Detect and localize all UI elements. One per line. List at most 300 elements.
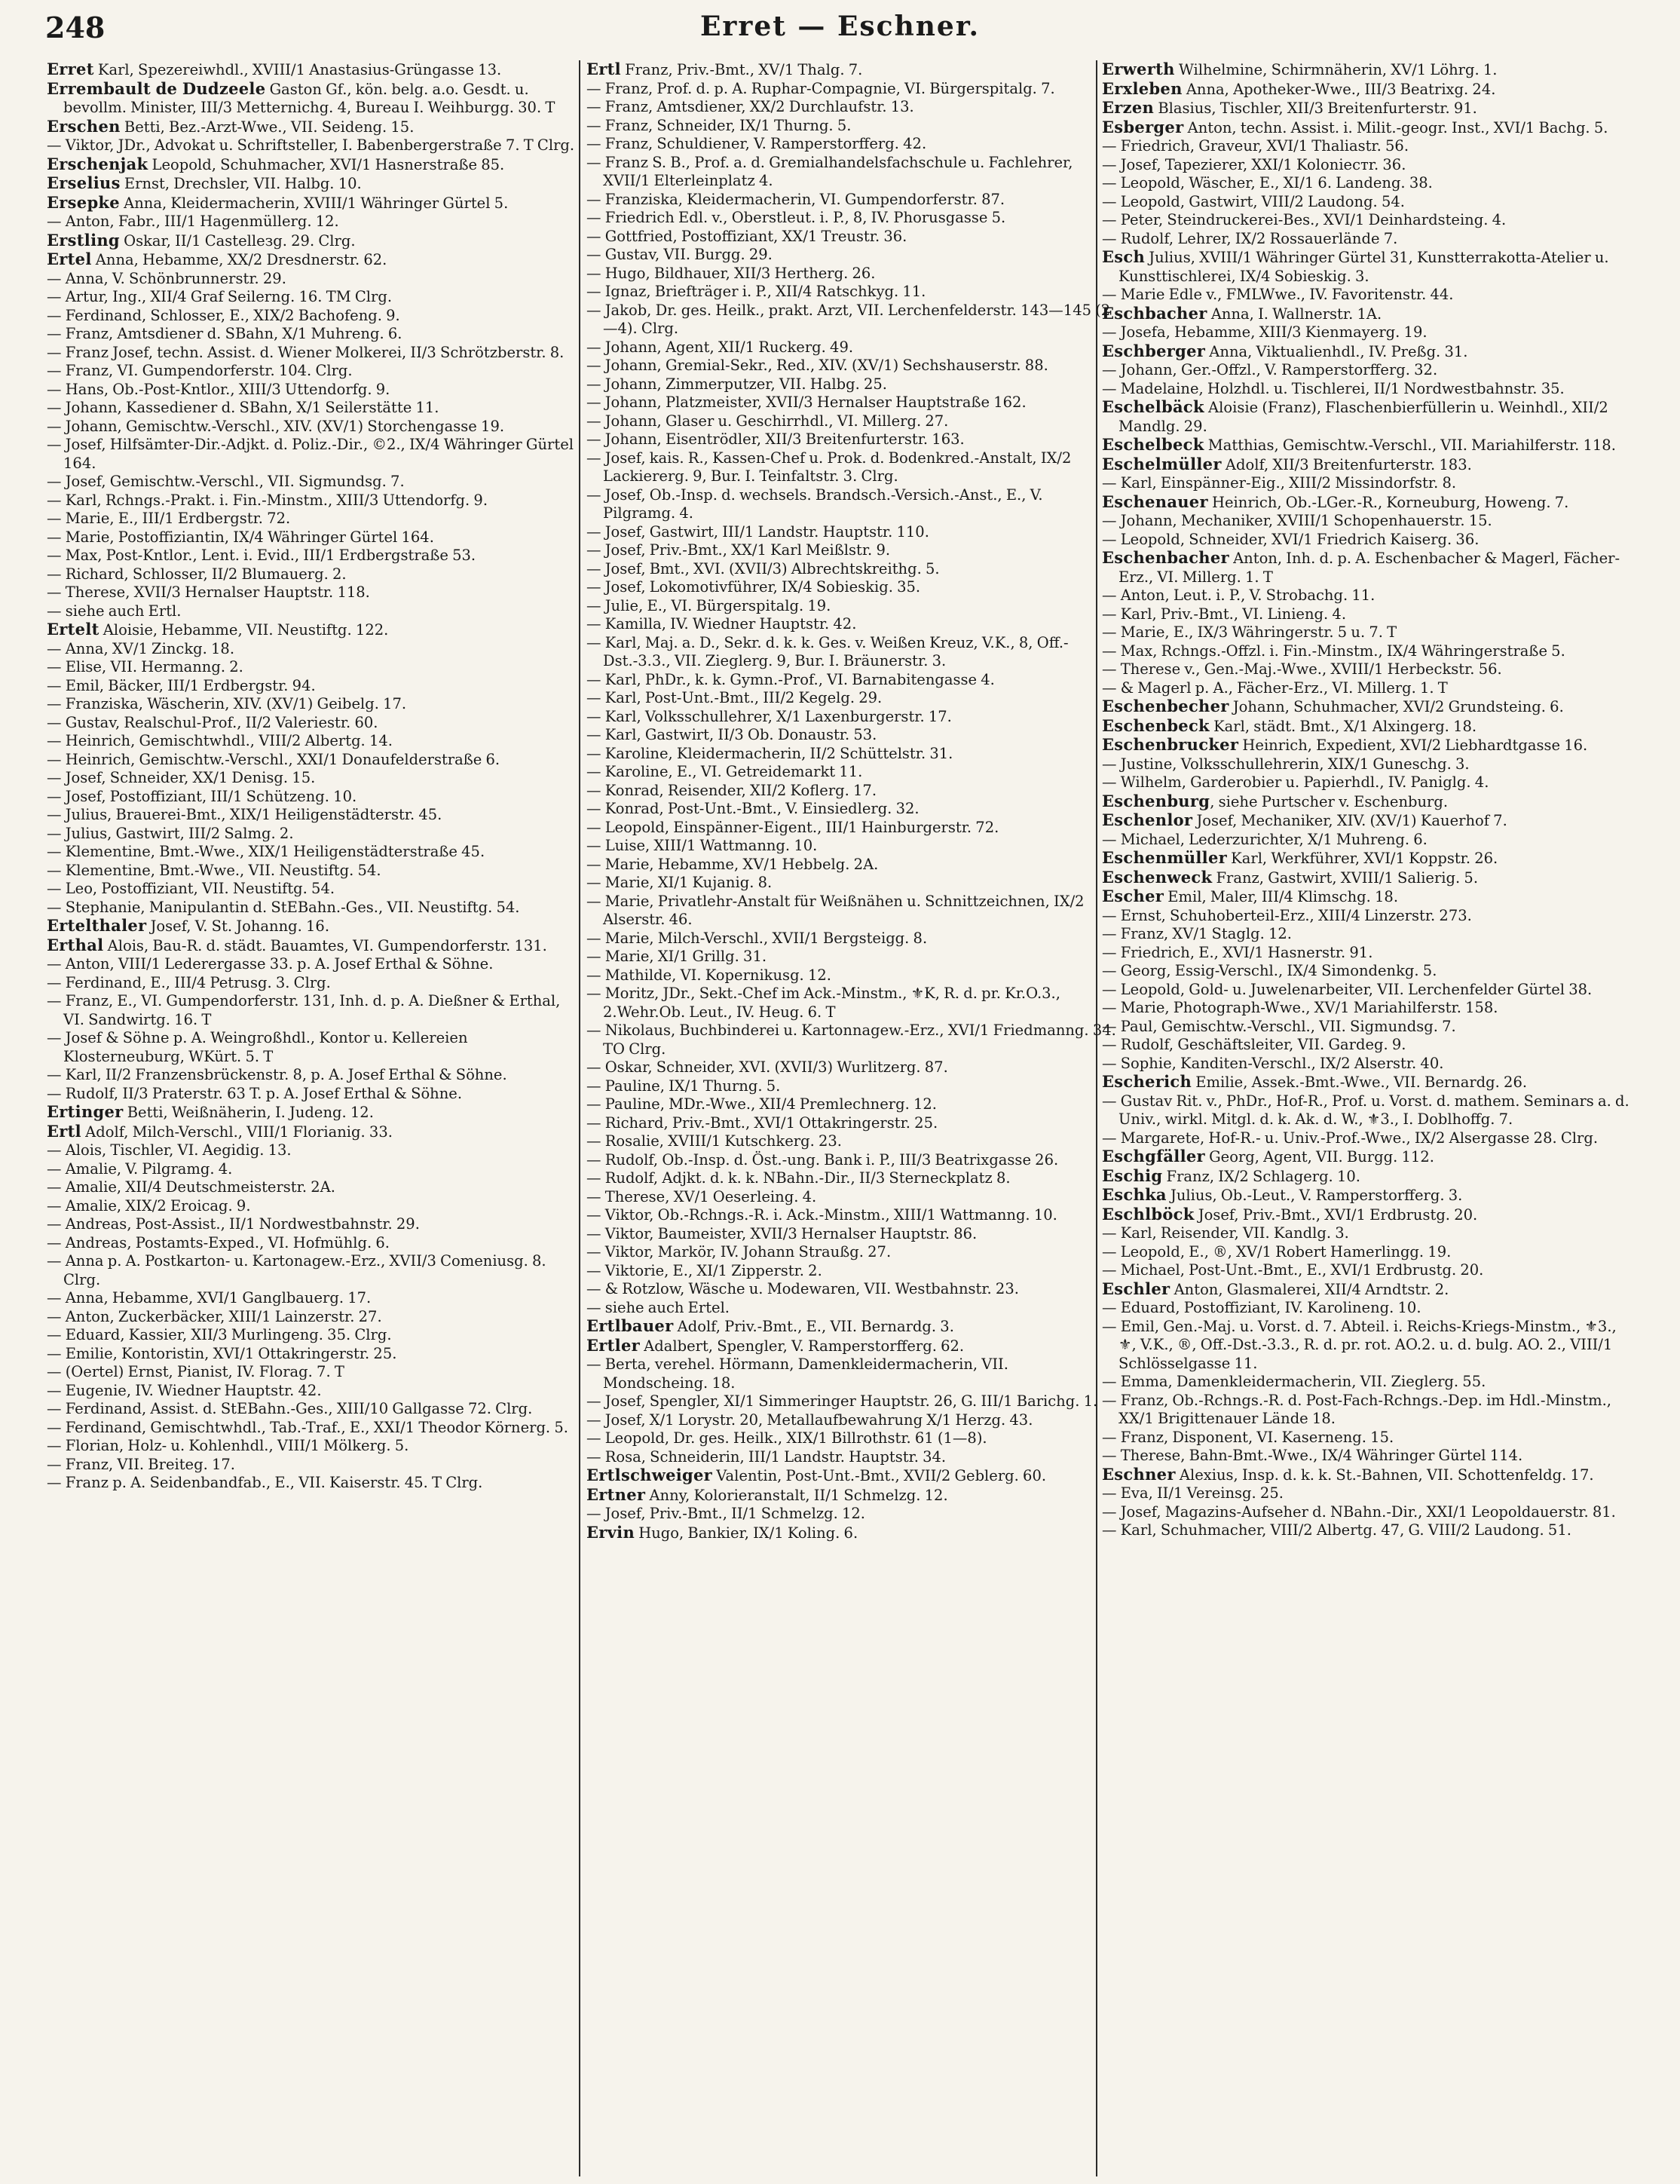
- entry-text: — Richard, Priv.-Bmt., XVI/1 Ottakringerstr. 25.: [586, 1113, 938, 1132]
- entry-text: Josef, Priv.-Bmt., XVI/1 Erdbrustg. 20.: [1194, 1205, 1478, 1224]
- directory-entry: [1102, 60, 1636, 80]
- directory-entry: [1102, 831, 1636, 850]
- directory-entry: [586, 98, 1117, 117]
- directory-entry: [1102, 1373, 1636, 1392]
- directory-entry: [586, 578, 1117, 597]
- entry-text: — Franz, Amtsdiener, XX/2 Durchlaufstr. 13.: [586, 98, 914, 115]
- directory-entry: [47, 155, 577, 175]
- directory-entry: [1102, 342, 1636, 362]
- entry-text: — Mathilde, VI. Kopernikusg. 12.: [586, 966, 831, 984]
- directory-entry: [47, 213, 577, 231]
- entry-text: — Franz, Amtsdiener d. SBahn, X/1 Muhreng. 6.: [47, 325, 402, 342]
- directory-entry: [586, 1280, 1117, 1299]
- directory-entry: [586, 1095, 1117, 1114]
- directory-entry: [47, 547, 577, 565]
- directory-entry: [47, 174, 577, 194]
- entry-text: — Marie, Hebamme, XV/1 Hebbelg. 2A.: [586, 855, 879, 873]
- entry-surname: Eschberger: [1102, 341, 1206, 360]
- entry-surname: Eschenweck: [1102, 867, 1213, 887]
- directory-entry: [586, 375, 1117, 394]
- directory-entry: [586, 819, 1117, 838]
- entry-text: — Rudolf, II/3 Praterstr. 63 T. p. A. Josef Erthal & Söhne.: [47, 1084, 463, 1102]
- entry-text: — Amalie, XII/4 Deutschmeisterstr. 2A.: [47, 1178, 335, 1196]
- entry-text: Anna, Kleidermacherin, XVIII/1 Währinger Gürtel 5.: [119, 194, 509, 212]
- directory-entry: [47, 1178, 577, 1197]
- directory-entry: [1102, 248, 1636, 286]
- entry-text: — Madelaine, Holzhdl. u. Tischlerei, II/1 Nordwestbahnstr. 35.: [1102, 379, 1565, 397]
- directory-entry: [586, 1337, 1117, 1356]
- entry-text: — Eduard, Kassier, XII/3 Murlingeng. 35. Clrg.: [47, 1326, 392, 1343]
- entry-text: — Karoline, Kleidermacherin, II/2 Schüttelstr. 31.: [586, 744, 953, 762]
- directory-entry: [1102, 1503, 1636, 1522]
- directory-entry: [47, 1382, 577, 1401]
- directory-entry: [586, 726, 1117, 745]
- entry-text: — Karl, Rchngs.-Prakt. i. Fin.-Minstm., XIII/3 Uttendorfg. 9.: [47, 491, 488, 509]
- directory-entry: [586, 135, 1117, 154]
- entry-text: — Florian, Holz- u. Kohlenhdl., VIII/1 Mölkerg. 5.: [47, 1437, 409, 1454]
- directory-entry: [47, 658, 577, 677]
- directory-entry: [1102, 1224, 1636, 1243]
- directory-entry: [47, 695, 577, 714]
- entry-text: Adolf, Priv.-Bmt., E., VII. Bernardg. 3.: [673, 1318, 954, 1335]
- entry-text: Emilie, Assek.-Bmt.-Wwe., VII. Bernardg. 26.: [1192, 1074, 1528, 1091]
- directory-entry: [47, 194, 577, 213]
- directory-entry: [47, 1215, 577, 1234]
- entry-text: — Marie, Privatlehr-Anstalt für Weißnähen u. Schnittzeichnen, IX/2 Alserstr. 46.: [586, 892, 1085, 928]
- entry-text: — Franz, Prof. d. p. A. Ruphar-Compagnie, VI. Bürgerspitalg. 7.: [586, 79, 1055, 97]
- entry-text: — Luise, XIII/1 Wattmanng. 10.: [586, 837, 818, 854]
- directory-entry: [1102, 174, 1636, 193]
- entry-text: Betti, Weißnäherin, I. Judeng. 12.: [123, 1104, 374, 1121]
- entry-text: — Viktor, Baumeister, XVII/3 Hernalser Hauptstr. 86.: [586, 1224, 978, 1242]
- entry-text: — Heinrich, Gemischtw.-Verschl., XXI/1 Donaufelderstraße 6.: [47, 750, 500, 768]
- entry-text: — Viktor, Ob.-Rchngs.-R. i. Ack.-Minstm., XIII/1 Wattmanng. 10.: [586, 1206, 1057, 1224]
- directory-entry: [47, 936, 577, 956]
- directory-entry: [586, 302, 1117, 338]
- entry-text: — siehe auch Ertl.: [47, 602, 182, 620]
- directory-entry: [1102, 230, 1636, 249]
- entry-text: — Josef, kais. R., Kassen-Chef u. Prok. d. Bodenkred.-Anstalt, IX/2 Lackiererg. 9, Bur. I. Teinfaltstr. 3. Clrg.: [586, 449, 1072, 485]
- entry-text: — Therese, XV/1 Oeserleing. 4.: [586, 1187, 817, 1205]
- entry-surname: Ertinger: [47, 1102, 124, 1121]
- entry-text: — Leo, Postoffiziant, VII. Neustiftg. 54.: [47, 880, 335, 897]
- directory-entry: [1102, 907, 1636, 926]
- entry-text: — Gustav, Realschul-Prof., II/2 Valeriestr. 60.: [47, 713, 378, 731]
- directory-entry: [1102, 1167, 1636, 1187]
- directory-entry: [1102, 736, 1636, 755]
- directory-entry: [1102, 1186, 1636, 1205]
- entry-text: — Rosa, Schneiderin, III/1 Landstr. Hauptstr. 34.: [586, 1447, 947, 1466]
- directory-entry: [47, 1308, 577, 1327]
- directory-entry: [47, 344, 577, 363]
- entry-text: — Josef, Spengler, XI/1 Simmeringer Hauptstr. 26, G. III/1 Barichg. 1.: [586, 1392, 1098, 1410]
- directory-entry: [47, 1234, 577, 1253]
- entry-text: Heinrich, Expedient, XVI/2 Liebhardtgasse 16.: [1238, 737, 1588, 754]
- entry-surname: Erret: [47, 60, 94, 78]
- entry-surname: Eschenmüller: [1102, 848, 1227, 867]
- directory-entry: [47, 862, 577, 881]
- directory-entry: [47, 1345, 577, 1364]
- entry-text: — & Magerl p. A., Fächer-Erz., VI. Millerg. 1. T: [1102, 678, 1448, 697]
- entry-text: — Marie, Photograph-Wwe., XV/1 Mariahilferstr. 158.: [1102, 999, 1498, 1016]
- directory-entry: [47, 584, 577, 602]
- directory-entry: [586, 1058, 1117, 1077]
- entry-surname: Ertlschweiger: [586, 1466, 713, 1484]
- entry-text: — Eugenie, IV. Wiedner Hauptstr. 42.: [47, 1381, 322, 1399]
- entry-text: — Klementine, Bmt.-Wwe., XIX/1 Heiligenstädterstraße 45.: [47, 843, 485, 860]
- directory-entry: [586, 1355, 1117, 1392]
- entry-surname: Eschenbeck: [1102, 715, 1210, 735]
- directory-entry: [47, 510, 577, 528]
- entry-text: Anna, Hebamme, XX/2 Dresdnerstr. 62.: [91, 251, 387, 268]
- directory-entry: [1102, 436, 1636, 455]
- directory-entry: [47, 1419, 577, 1438]
- entry-surname: Erstling: [47, 230, 120, 250]
- entry-text: — Anna, Hebamme, XVI/1 Ganglbauerg. 17.: [47, 1289, 372, 1306]
- entry-text: — Emil, Bäcker, III/1 Erdbergstr. 94.: [47, 676, 316, 694]
- directory-entry: [586, 1317, 1117, 1337]
- entry-text: — Marie Edle v., FMLWwe., IV. Favoritenstr. 44.: [1102, 286, 1454, 303]
- entry-text: — Emil, Gen.-Maj. u. Vorst. d. 7. Abteil. i. Reichs-Kriegs-Minstm., ⚜3., ⚜, V.K., ®, Off.-Dst.-3.3., R. d. pr. rot. AO.2. u. d. bulg. AO. 2., VIII/1 Schlösselgasse 11.: [1102, 1317, 1617, 1372]
- entry-text: Karl, Spezereiwhdl., XVIII/1 Anastasius-Grüngasse 13.: [93, 61, 502, 78]
- entry-text: — Franz, Ob.-Rchngs.-R. d. Post-Fach-Rchngs.-Dep. im Hdl.-Minstm., XX/1 Brigittenauer Lände 18.: [1102, 1391, 1612, 1427]
- directory-entry: [47, 1326, 577, 1345]
- entry-text: Matthias, Gemischtw.-Verschl., VII. Mariahilferstr. 118.: [1204, 436, 1616, 454]
- entry-text: — Josef, Schneider, XX/1 Denisg. 15.: [47, 769, 316, 786]
- directory-entry: [1102, 887, 1636, 907]
- entry-surname: Eschenbacher: [1102, 548, 1229, 567]
- directory-entry: [586, 1262, 1117, 1281]
- directory-entry: [1102, 811, 1636, 831]
- entry-text: — Viktor, Markör, IV. Johann Straußg. 27.: [586, 1243, 892, 1260]
- entry-text: Hugo, Bankier, IX/1 Koling. 6.: [635, 1524, 858, 1542]
- directory-entry: [47, 620, 577, 640]
- entry-text: — Josef, Gastwirt, III/1 Landstr. Hauptstr. 110.: [586, 522, 929, 541]
- entry-surname: Eschig: [1102, 1166, 1163, 1185]
- entry-surname: Eschgfäller: [1102, 1147, 1205, 1166]
- entry-surname: Eschka: [1102, 1185, 1167, 1204]
- directory-entry: [1102, 679, 1636, 698]
- entry-text: — Pauline, IX/1 Thurng. 5.: [586, 1077, 781, 1095]
- entry-text: — Franz S. B., Prof. a. d. Gremialhandelsfachschule u. Fachlehrer, XVII/1 Elterleinplatz 4.: [586, 153, 1073, 189]
- entry-text: Josef, V. St. Johanng. 16.: [146, 917, 330, 935]
- entry-text: — Josef, Tapezierer, XXI/1 Kolonieстr. 36.: [1102, 155, 1406, 173]
- entry-text: — Karl, Maj. a. D., Sekr. d. k. k. Ges. v. Weißen Kreuz, V.K., 8, Off.-Dst.-3.3., VII. Zieglerg. 9, Bur. I. Bräunerstr. 3.: [586, 633, 1069, 669]
- entry-text: — Anton, Zuckerbäcker, XIII/1 Lainzerstr. 27.: [47, 1307, 382, 1325]
- directory-entry: [1102, 962, 1636, 981]
- directory-entry: [586, 430, 1117, 449]
- directory-entry: [1102, 1092, 1636, 1129]
- entry-text: — Ferdinand, E., III/4 Petrusg. 3. Clrg.: [47, 973, 331, 991]
- directory-entry: [47, 288, 577, 307]
- directory-entry: [1102, 305, 1636, 324]
- entry-text: — Anna, V. Schönbrunnerstr. 29.: [47, 269, 286, 287]
- entry-surname: Ertler: [586, 1335, 640, 1355]
- entry-text: — Johann, Agent, XII/1 Ruckerg. 49.: [586, 338, 854, 356]
- entry-text: Franz, Gastwirt, XVIII/1 Salierig. 5.: [1212, 868, 1479, 887]
- entry-surname: Ertel: [47, 250, 92, 268]
- directory-entry: [586, 1077, 1117, 1096]
- entry-surname: Eschelmüller: [1102, 454, 1222, 473]
- directory-entry: [47, 1400, 577, 1419]
- directory-entry: [1102, 137, 1636, 156]
- entry-text: — Ernst, Schuhoberteil-Erz., XIII/4 Linzerstr. 273.: [1102, 906, 1472, 924]
- entry-text: — Karl, Post-Unt.-Bmt., III/2 Kegelg. 29.: [586, 689, 883, 706]
- directory-entry: [47, 307, 577, 326]
- entry-text: — Josef, Lokomotivführer, IX/4 Sobieskig. 35.: [586, 578, 921, 596]
- directory-entry: [586, 60, 1117, 80]
- directory-entry: [1102, 474, 1636, 493]
- entry-text: Anton, techn. Assist. i. Milit.-geogr. Inst., XVI/1 Bachg. 5.: [1183, 118, 1608, 136]
- entry-surname: Eschelbäck: [1102, 397, 1204, 416]
- entry-text: — Michael, Post-Unt.-Bmt., E., XVI/1 Erdbrustg. 20.: [1102, 1261, 1484, 1279]
- directory-entry: [586, 357, 1117, 375]
- entry-text: — Stephanie, Manipulantin d. StEBahn.-Ges., VII. Neustiftg. 54.: [47, 898, 520, 916]
- directory-entry: [586, 523, 1117, 542]
- entry-surname: Ertlbauer: [586, 1316, 674, 1335]
- directory-entry: [47, 1289, 577, 1308]
- directory-entry: [586, 394, 1117, 412]
- directory-entry: [1102, 755, 1636, 774]
- directory-entry: [586, 486, 1117, 523]
- entry-text: — Margarete, Hof-R.- u. Univ.-Prof.-Wwe., IX/2 Alsergasse 28. Clrg.: [1102, 1129, 1599, 1147]
- directory-entry: [1102, 286, 1636, 305]
- entry-text: — Josef, Hilfsämter-Dir.-Adjkt. d. Poliz.-Dir., ©2., IX/4 Währinger Gürtel 164.: [47, 436, 574, 472]
- directory-entry: [1102, 981, 1636, 1000]
- entry-text: — Marie, XI/1 Grillg. 31.: [586, 948, 767, 965]
- directory-entry: [1102, 1261, 1636, 1280]
- entry-text: — Josef, Priv.-Bmt., II/1 Schmelzg. 12.: [586, 1505, 865, 1522]
- directory-entry: [47, 1066, 577, 1085]
- directory-entry: [586, 338, 1117, 357]
- directory-entry: [1102, 1299, 1636, 1318]
- entry-text: — Elise, VII. Hermanng. 2.: [47, 658, 243, 675]
- entry-text: — Emilie, Kontoristin, XVI/1 Ottakringerstr. 25.: [47, 1344, 397, 1362]
- directory-entry: [1102, 944, 1636, 963]
- entry-text: — Josef, X/1 Lorystr. 20, Metallaufbewahrung X/1 Herzg. 43.: [586, 1411, 1033, 1429]
- entry-surname: Errembault de Dudzeele: [47, 78, 266, 98]
- entry-text: — Leopold, Einspänner-Eigent., III/1 Hainburgerstr. 72.: [586, 818, 999, 836]
- directory-entry: [586, 930, 1117, 948]
- directory-entry: [586, 856, 1117, 875]
- directory-entry: [586, 763, 1117, 782]
- directory-entry: [1102, 193, 1636, 212]
- directory-entry: [47, 677, 577, 696]
- entry-text: — Josef, Priv.-Bmt., XX/1 Karl Meißlstr. 9.: [586, 541, 891, 559]
- entry-text: Georg, Agent, VII. Burgg. 112.: [1204, 1148, 1434, 1166]
- directory-entry: [586, 80, 1117, 99]
- entry-text: Betti, Bez.-Arzt-Wwe., VII. Seideng. 15.: [120, 118, 415, 136]
- entry-text: — Leopold, E., ®, XV/1 Robert Hamerlingg. 19.: [1102, 1242, 1452, 1260]
- directory-entry: [586, 615, 1117, 634]
- directory-entry: [1102, 697, 1636, 717]
- entry-text: — Pauline, MDr.-Wwe., XII/4 Premlechnerg. 12.: [586, 1095, 937, 1113]
- entry-text: — Josef, Bmt., XVI. (XVII/3) Albrechtskreithg. 5.: [586, 559, 940, 577]
- directory-entry: [47, 1363, 577, 1382]
- entry-text: — Anton, Fabr., III/1 Hagenmüllerg. 12.: [47, 213, 339, 230]
- entry-text: — Karl, Gastwirt, II/3 Ob. Donaustr. 53.: [586, 726, 877, 743]
- entry-text: — Ferdinand, Schlosser, E., XIX/2 Bachofeng. 9.: [47, 306, 400, 324]
- directory-entry: [586, 948, 1117, 966]
- directory-entry: [47, 955, 577, 974]
- entry-surname: Esberger: [1102, 117, 1184, 136]
- entry-text: — Friedrich Edl. v., Oberstleut. i. P., 8, IV. Phorusgasse 5.: [586, 209, 1006, 226]
- entry-text: Wilhelmine, Schirmnäherin, XV/1 Löhrg. 1.: [1174, 61, 1498, 78]
- directory-entry: [586, 966, 1117, 985]
- directory-entry: [586, 209, 1117, 228]
- entry-text: — Konrad, Post-Unt.-Bmt., V. Einsiedlerg. 32.: [586, 800, 920, 817]
- entry-text: Julius, Ob.-Leut., V. Ramperstorfferg. 3.: [1166, 1187, 1463, 1204]
- entry-surname: Ertl: [586, 60, 621, 78]
- directory-entry: [47, 1103, 577, 1123]
- directory-entry: [1102, 380, 1636, 399]
- entry-text: — Leopold, Wäscher, E., XI/1 6. Landeng. 38.: [1102, 174, 1433, 191]
- directory-entry: [47, 1123, 577, 1142]
- entry-text: — Rosalie, XVIII/1 Kutschkerg. 23.: [586, 1132, 843, 1150]
- entry-text: — Wilhelm, Garderobier u. Papierhdl., IV. Paniglg. 4.: [1102, 773, 1489, 791]
- entry-text: — Therese, Bahn-Bmt.-Wwe., IX/4 Währinger Gürtel 114.: [1102, 1447, 1523, 1464]
- entry-text: Leopold, Schuhmacher, XVI/1 Hasnerstraße 85.: [148, 155, 505, 173]
- directory-entry: [47, 473, 577, 492]
- directory-entry: [586, 265, 1117, 283]
- directory-entry: [586, 117, 1117, 136]
- directory-entry: [47, 751, 577, 770]
- directory-entry: [1102, 455, 1636, 475]
- directory-entry: [586, 1429, 1117, 1448]
- entry-text: — Johann, Glaser u. Geschirrhdl., VI. Millerg. 27.: [586, 412, 949, 430]
- directory-entry: [1102, 1447, 1636, 1466]
- directory-entry: [586, 1225, 1117, 1244]
- directory-entry: [47, 1252, 577, 1289]
- directory-entry: [1102, 849, 1636, 868]
- directory-entry: [47, 992, 577, 1029]
- directory-entry: [586, 246, 1117, 265]
- entry-text: Anna, Apotheker-Wwe., III/3 Beatrixg. 24.: [1182, 80, 1496, 98]
- directory-entry: [1102, 99, 1636, 118]
- directory-entry: [47, 843, 577, 862]
- directory-entry: [586, 874, 1117, 893]
- entry-text: — Alois, Tischler, VI. Aegidig. 13.: [47, 1141, 292, 1159]
- directory-entry: [1102, 80, 1636, 100]
- directory-entry: [1102, 792, 1636, 812]
- entry-text: — Josef & Söhne p. A. Weingroßhdl., Kontor u. Kellereien Klosterneuburg, WKürt. 5. T: [47, 1029, 468, 1065]
- entry-text: — Paul, Gemischtw.-Verschl., VII. Sigmundsg. 7.: [1102, 1017, 1456, 1035]
- directory-columns: [0, 60, 1680, 2184]
- directory-entry: [1102, 118, 1636, 138]
- entry-text: — Max, Post-Kntlor., Lent. i. Evid., III/1 Erdbergstraße 53.: [47, 547, 476, 564]
- entry-text: — Karl, PhDr., k. k. Gymn.-Prof., VI. Barnabitengasse 4.: [586, 670, 995, 688]
- entry-surname: Erschen: [47, 116, 121, 136]
- entry-text: — Konrad, Reisender, XII/2 Koflerg. 17.: [586, 781, 877, 799]
- directory-entry: [586, 1243, 1117, 1262]
- directory-entry: [586, 560, 1117, 579]
- entry-text: — Anna, XV/1 Zinckg. 18.: [47, 639, 235, 657]
- directory-entry: [586, 1448, 1117, 1467]
- directory-entry: [1102, 717, 1636, 737]
- entry-surname: Ertelthaler: [47, 916, 147, 935]
- entry-text: Josef, Mechaniker, XIV. (XV/1) Kauerhof 7.: [1192, 812, 1507, 829]
- directory-entry: [586, 1114, 1117, 1133]
- entry-text: — Johann, Gemischtw.-Verschl., XIV. (XV/1) Storchengasse 19.: [47, 417, 505, 435]
- entry-text: Valentin, Post-Unt.-Bmt., XVII/2 Geblerg. 60.: [712, 1467, 1047, 1484]
- directory-entry: [1102, 549, 1636, 587]
- directory-entry: [1102, 1129, 1636, 1148]
- directory-entry: [586, 671, 1117, 690]
- entry-text: — Franz, Schneider, IX/1 Thurng. 5.: [586, 116, 852, 134]
- directory-entry: [1102, 623, 1636, 642]
- entry-text: — Marie, E., III/1 Erdbergstr. 72.: [47, 510, 291, 527]
- entry-text: Adolf, Milch-Verschl., VIII/1 Florianig. 33.: [81, 1123, 393, 1141]
- directory-entry: [47, 640, 577, 659]
- entry-surname: Eschenbrucker: [1102, 735, 1239, 754]
- directory-entry: [47, 118, 577, 137]
- entry-text: — Peter, Steindruckerei-Bes., XVI/1 Deinhardsteing. 4.: [1102, 211, 1507, 228]
- entry-text: — Karl, Einspänner-Eig., XIII/2 Missindorfstr. 8.: [1102, 474, 1457, 492]
- entry-text: — Johann, Gremial-Sekr., Red., XIV. (XV/1) Sechshauserstr. 88.: [586, 357, 1048, 374]
- page-header: [45, 11, 1635, 47]
- directory-entry: [1102, 1055, 1636, 1074]
- directory-entry: [1102, 660, 1636, 679]
- entry-text: — Marie, Milch-Verschl., XVII/1 Bergsteigg. 8.: [586, 929, 928, 947]
- directory-entry: [586, 1206, 1117, 1225]
- directory-entry: [586, 541, 1117, 560]
- entry-text: — Gottfried, Postoffiziant, XX/1 Treustr. 36.: [586, 227, 907, 245]
- directory-entry: [47, 60, 577, 80]
- entry-text: — Johann, Kassediener d. SBahn, X/1 Seilerstätte 11.: [47, 399, 439, 416]
- entry-text: — Karl, Volksschullehrer, X/1 Laxenburgerstr. 17.: [586, 707, 952, 725]
- entry-surname: Eschlböck: [1102, 1204, 1195, 1224]
- entry-text: , siehe Purtscher v. Eschenburg.: [1210, 792, 1449, 810]
- directory-entry: [1102, 1243, 1636, 1262]
- entry-surname: Ertelt: [47, 620, 99, 639]
- entry-text: Franz, IX/2 Schlagerg. 10.: [1162, 1167, 1360, 1185]
- directory-entry: [586, 191, 1117, 210]
- entry-text: — Johann, Platzmeister, XVII/3 Hernalser Hauptstraße 162.: [586, 394, 1027, 411]
- entry-text: — Anna p. A. Postkarton- u. Kartonagew.-Erz., XVII/3 Comeniusg. 8. Clrg.: [47, 1252, 546, 1288]
- entry-text: Emil, Maler, III/4 Klimschg. 18.: [1164, 888, 1399, 905]
- directory-entry: [47, 136, 577, 155]
- entry-text: Alexius, Insp. d. k. k. St.-Bahnen, VII. Schottenfeldg. 17.: [1175, 1466, 1594, 1484]
- directory-entry: [586, 283, 1117, 302]
- entry-text: — Rudolf, Lehrer, IX/2 Rossauerlände 7.: [1102, 229, 1398, 247]
- directory-entry: [47, 250, 577, 270]
- directory-entry: [47, 399, 577, 418]
- entry-surname: Eschenbecher: [1102, 697, 1229, 715]
- directory-entry: [1102, 1205, 1636, 1225]
- directory-entry: [1102, 156, 1636, 175]
- entry-text: — Franz, Disponent, VI. Kaserneng. 15.: [1102, 1428, 1394, 1446]
- entry-text: — Franz p. A. Seidenbandfab., E., VII. Kaiserstr. 45. T Clrg.: [47, 1474, 483, 1491]
- directory-entry: [47, 1474, 577, 1493]
- column-right: [1102, 60, 1636, 2184]
- entry-surname: Erzen: [1102, 98, 1155, 117]
- directory-entry: [1102, 512, 1636, 531]
- entry-text: — Eduard, Postoffiziant, IV. Karolineng. 10.: [1102, 1299, 1421, 1316]
- directory-entry: [586, 1392, 1117, 1411]
- running-head: Erret — Eschner.: [699, 11, 981, 42]
- entry-text: — Amalie, V. Pilgramg. 4.: [47, 1159, 233, 1178]
- directory-entry: [47, 917, 577, 936]
- entry-text: Karl, Werkführer, XVI/1 Koppstr. 26.: [1226, 850, 1498, 867]
- directory-entry: [47, 418, 577, 436]
- entry-text: — Kamilla, IV. Wiedner Hauptstr. 42.: [586, 615, 857, 633]
- entry-text: — Friedrich, Graveur, XVI/1 Thaliastr. 56.: [1102, 137, 1409, 155]
- entry-text: — Viktor, JDr., Advokat u. Schriftsteller, I. Babenbergerstraße 7. T Clrg.: [47, 136, 575, 154]
- entry-text: — Max, Rchngs.-Offzl. i. Fin.-Minstm., IX/4 Währingerstraße 5.: [1102, 642, 1565, 660]
- entry-text: — Karl, Schuhmacher, VIII/2 Albertg. 47, G. VIII/2 Laudong. 51.: [1102, 1521, 1571, 1539]
- entry-surname: Esch: [1102, 247, 1146, 266]
- directory-entry: [586, 1486, 1117, 1506]
